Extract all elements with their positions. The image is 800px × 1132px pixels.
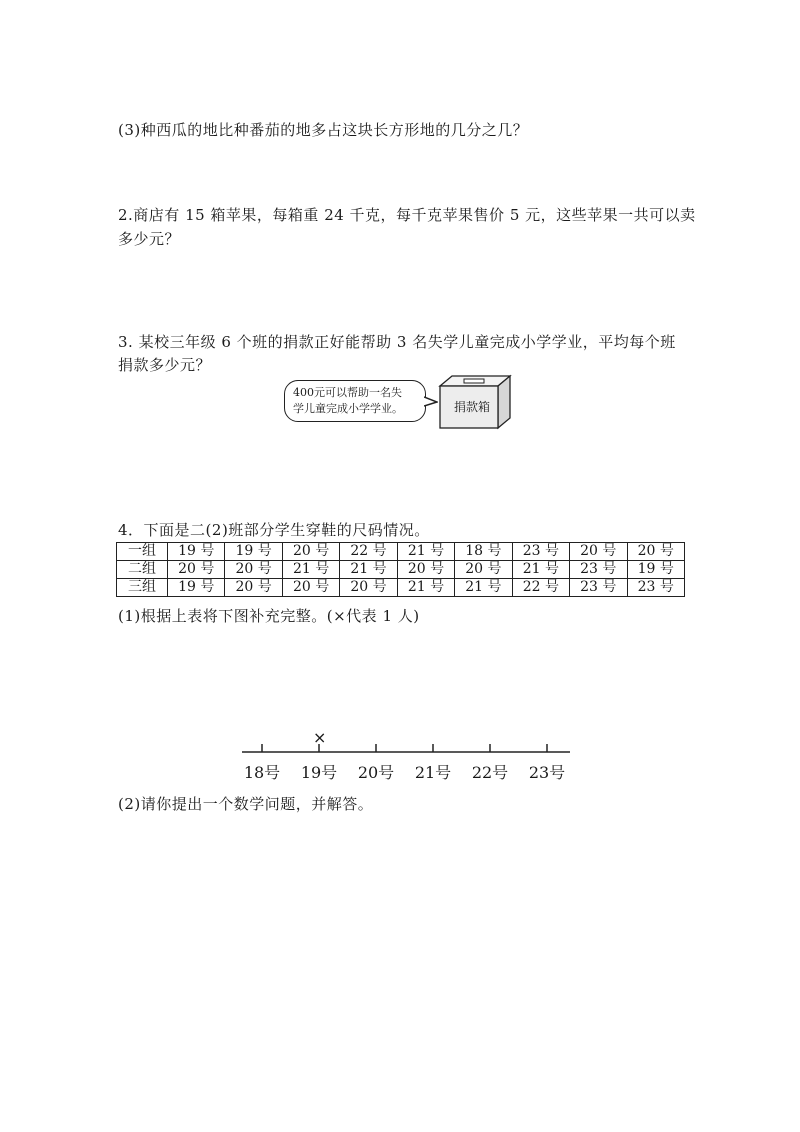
group-label-cell: 二组 <box>117 561 168 579</box>
size-cell: 19 号 <box>168 579 225 597</box>
q3-line2: 捐款多少元？ <box>118 356 212 374</box>
size-cell: 20 号 <box>168 561 225 579</box>
size-cell: 21 号 <box>397 543 454 561</box>
q4-intro: 4．下面是二(2)班部分学生穿鞋的尺码情况。 <box>118 521 430 539</box>
size-cell: 22 号 <box>512 579 569 597</box>
size-cell: 20 号 <box>627 543 685 561</box>
size-cell: 19 号 <box>225 543 282 561</box>
size-cell: 23 号 <box>512 543 569 561</box>
size-cell: 21 号 <box>512 561 569 579</box>
group-label-cell: 三组 <box>117 579 168 597</box>
q2-line1: 2.商店有 15 箱苹果，每箱重 24 千克，每千克苹果售价 5 元，这些苹果一共可以卖 <box>118 206 696 224</box>
shoe-size-table <box>116 542 685 597</box>
size-cell: 23 号 <box>570 561 627 579</box>
tick-label: 22号 <box>471 763 509 782</box>
bubble-line2: 学儿童完成小学学业。 <box>293 402 403 415</box>
size-cell: 23 号 <box>627 579 685 597</box>
bubble-line1: 400元可以帮助一名失 <box>293 386 402 399</box>
q2-line2: 多少元？ <box>118 230 181 248</box>
table-row <box>117 561 685 579</box>
q1-part3-text: (3)种西瓜的地比种番茄的地多占这块长方形地的几分之几？ <box>118 121 529 139</box>
size-cell: 20 号 <box>455 561 512 579</box>
size-cell: 22 号 <box>340 543 397 561</box>
q4-part2: (2)请你提出一个数学问题，并解答。 <box>118 795 374 813</box>
size-cell: 19 号 <box>168 543 225 561</box>
tick-label: 19号 <box>300 763 338 782</box>
size-cell: 19 号 <box>627 561 685 579</box>
size-cell: 21 号 <box>397 579 454 597</box>
tick-label: 18号 <box>243 763 281 782</box>
size-cell: 20 号 <box>282 579 339 597</box>
size-cell: 21 号 <box>282 561 339 579</box>
group-label-cell: 一组 <box>117 543 168 561</box>
tick-label: 20号 <box>357 763 395 782</box>
number-line <box>236 730 576 760</box>
table-row <box>117 543 685 561</box>
q4-part1: (1)根据上表将下图补充完整。(×代表 1 人) <box>118 607 420 625</box>
size-cell: 23 号 <box>570 579 627 597</box>
size-cell: 20 号 <box>340 579 397 597</box>
tick-label: 21号 <box>414 763 452 782</box>
tick-label: 23号 <box>528 763 566 782</box>
size-cell: 20 号 <box>225 561 282 579</box>
size-cell: 18 号 <box>455 543 512 561</box>
size-cell: 21 号 <box>340 561 397 579</box>
size-cell: 20 号 <box>282 543 339 561</box>
size-cell: 20 号 <box>570 543 627 561</box>
table-row <box>117 579 685 597</box>
cross-mark-icon: × <box>313 728 327 747</box>
size-cell: 21 号 <box>455 579 512 597</box>
speech-bubble <box>284 380 426 422</box>
size-cell: 20 号 <box>397 561 454 579</box>
size-cell: 20 号 <box>225 579 282 597</box>
donation-box-label: 捐款箱 <box>453 400 490 414</box>
q3-line1: 3. 某校三年级 6 个班的捐款正好能帮助 3 名失学儿童完成小学学业，平均每个班 <box>118 333 676 351</box>
